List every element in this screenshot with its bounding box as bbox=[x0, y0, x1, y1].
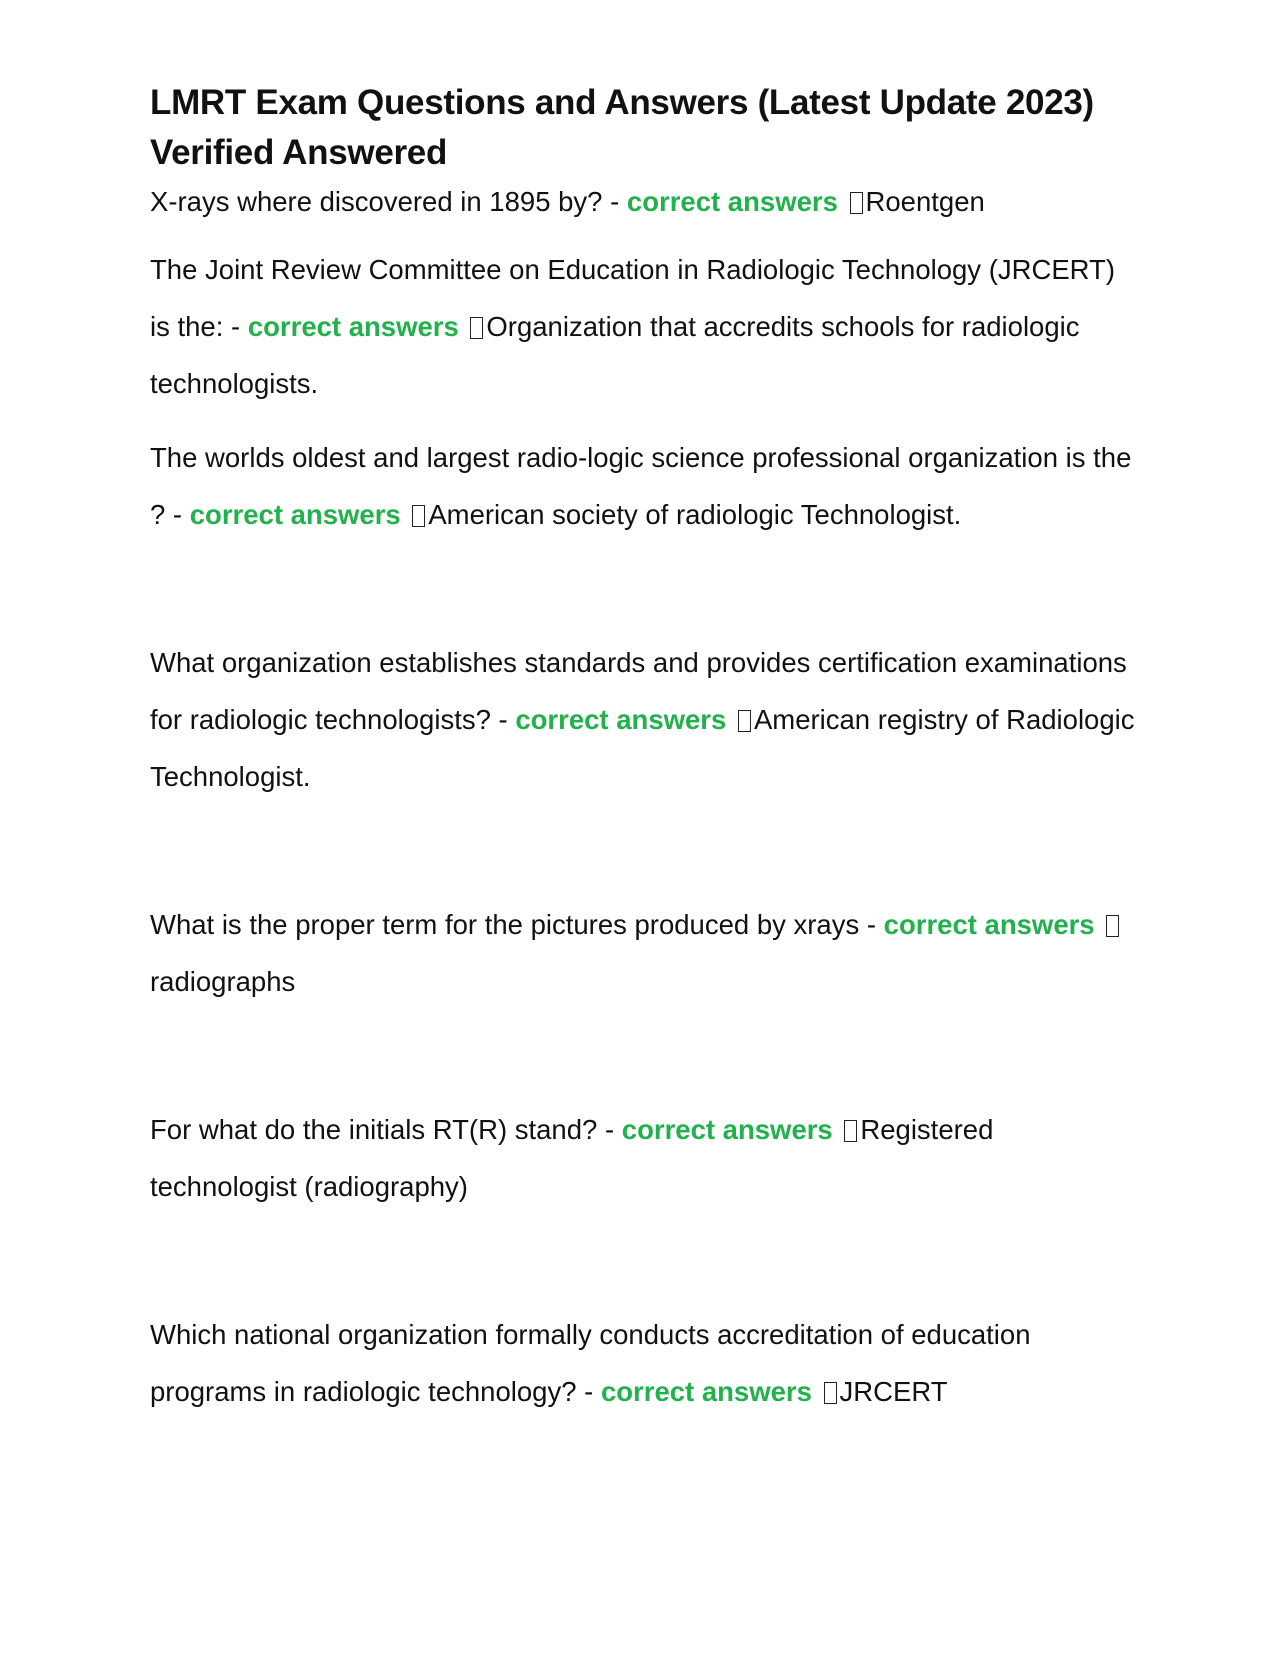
question-text: The Joint Review Committee on Education in Radiologic Technology (JRCERT) is the: bbox=[150, 254, 1115, 342]
document-page bbox=[150, 78, 1140, 1420]
question-text: For what do the initials RT(R) stand? bbox=[150, 1114, 598, 1145]
question-text: What is the proper term for the pictures produced by xrays bbox=[150, 909, 860, 940]
missing-glyph-icon bbox=[470, 317, 483, 339]
separator: - bbox=[597, 1114, 622, 1145]
missing-glyph-icon bbox=[844, 1120, 857, 1142]
question-text: Which national organization formally conducts accreditation of education programs in radiologic technology? bbox=[150, 1319, 1031, 1407]
qa-item bbox=[150, 1306, 1140, 1420]
separator: - bbox=[165, 499, 190, 530]
separator: - bbox=[490, 704, 516, 735]
correct-answers-label: correct answers bbox=[621, 1114, 833, 1145]
question-text: What organization establishes standards and provides certification examinations for radiologic technologists? bbox=[150, 647, 1127, 735]
document-title: LMRT Exam Questions and Answers (Latest Update 2023) Verified Answered bbox=[150, 83, 1094, 172]
missing-glyph-icon bbox=[738, 710, 751, 732]
separator: - bbox=[576, 1376, 601, 1407]
question-text: The worlds oldest and largest radio-logic science professional organization is the ? bbox=[150, 442, 1132, 530]
qa-item bbox=[150, 241, 1140, 412]
answer-text: American registry of Radiologic Technologist. bbox=[150, 704, 1135, 792]
answer-text: Roentgen bbox=[865, 186, 985, 217]
answer-text: JRCERT bbox=[839, 1376, 948, 1407]
answer-text: American society of radiologic Technologist. bbox=[428, 499, 962, 530]
missing-glyph-icon bbox=[1106, 915, 1119, 937]
separator: - bbox=[602, 186, 627, 217]
correct-answers-label: correct answers bbox=[247, 311, 459, 342]
qa-item bbox=[150, 180, 1140, 224]
missing-glyph-icon bbox=[412, 505, 425, 527]
answer-text: radiographs bbox=[150, 966, 296, 997]
qa-item bbox=[150, 1101, 1140, 1215]
question-text: X-rays where discovered in 1895 by? bbox=[150, 186, 603, 217]
qa-item bbox=[150, 896, 1140, 1010]
separator: - bbox=[223, 311, 248, 342]
correct-answers-label: correct answers bbox=[883, 909, 1095, 940]
missing-glyph-icon bbox=[824, 1382, 837, 1404]
answer-text: Registered technologist (radiography) bbox=[150, 1114, 994, 1202]
correct-answers-label: correct answers bbox=[600, 1376, 812, 1407]
qa-item bbox=[150, 634, 1140, 805]
missing-glyph-icon bbox=[850, 192, 863, 214]
correct-answers-label: correct answers bbox=[515, 704, 727, 735]
correct-answers-label: correct answers bbox=[189, 499, 401, 530]
answer-text: Organization that accredits schools for radiologic technologists. bbox=[150, 311, 1080, 399]
separator: - bbox=[859, 909, 884, 940]
qa-item bbox=[150, 429, 1140, 543]
correct-answers-label: correct answers bbox=[626, 186, 838, 217]
